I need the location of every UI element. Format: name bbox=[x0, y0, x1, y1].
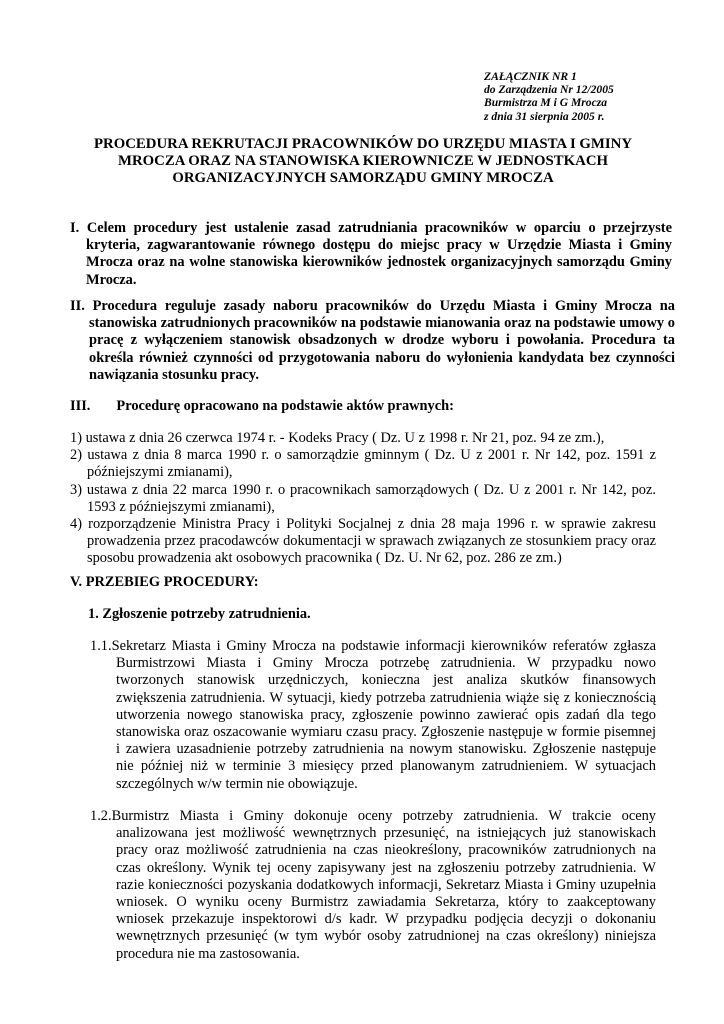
list-number: 1) bbox=[70, 430, 82, 446]
paragraph-text: Burmistrz Miasta i Gminy dokonuje oceny potrzeby zatrudnienia. W trakcie oceny analizowana jest możliwość wewnętrznych przesunięć, na istniejących już stanowiskach pracy oraz możliwość zatrudnienia na czas nieokreślony, pracowników zatrudnionych na czas określony. Wynik tej oceny zapisywany jest na zgłoszeniu potrzeby zatrudnienia. W razie konieczności pozyskania dodatkowych informacji, Sekretarz Miasta i Gminy uzupełnia wniosek. O wyniku oceny Burmistrz zawiadamia Sekretarza, który to zaakceptowany wniosek przekazuje inspektorowi d/s kadr. W przypadku podjęcia decyzji o dokonaniu wewnętrznych przesunięć (w tym wybór osoby zatrudnionej na czas określony) niniejsza procedura nie ma zastosowania. bbox=[111, 808, 656, 962]
attachment-line: ZAŁĄCZNIK NR 1 bbox=[484, 70, 577, 83]
paragraph-text: Sekretarz Miasta i Gminy Mrocza na podstawie informacji kierowników referatów zgłasza Burmistrzowi Miasta i Gminy Mrocza potrzebę zatrudnienia. W przypadku nowo tworzonych stanowisk urzędniczych, konieczna jest analiza skutków finansowych zwiększenia zatrudnienia. W sytuacji, kiedy potrzeba zatrudnienia wiąże się z koniecznością utworzenia nowego stanowiska pracy, zgłoszenie powinno zawierać opis zadań dla tego stanowiska oraz oszacowanie wymiaru czasu pracy. Zgłoszenie następuje w formie pisemnej i zawiera uzasadnienie potrzeby zatrudnienia na nowym stanowisku. Zgłoszenie następuje nie później niż w terminie 3 miesięcy przed planowanym zatrudnieniem. W sytuacjach szczególnych w/w termin nie obowiązuje. bbox=[111, 638, 656, 792]
title-line: ORGANIZACYJNYCH SAMORZĄDU GMINY MROCZA bbox=[172, 170, 554, 187]
list-item bbox=[70, 482, 656, 516]
title-line: MROCZA ORAZ NA STANOWISKA KIEROWNICZE W JEDNOSTKACH bbox=[117, 153, 609, 170]
paragraph-number: 1.2. bbox=[90, 808, 112, 824]
attachment-line: Burmistrza M i G Mrocza bbox=[484, 96, 608, 110]
attachment-line: z dnia 31 sierpnia 2005 r. bbox=[484, 109, 605, 123]
subsection-heading: 1. Zgłoszenie potrzeby zatrudnienia. bbox=[88, 606, 311, 622]
section-iii bbox=[70, 398, 656, 415]
section-v-heading: V. PRZEBIEG PROCEDURY: bbox=[70, 574, 259, 590]
attachment-note bbox=[484, 70, 614, 123]
section-text: Celem procedury jest ustalenie zasad zatrudniania pracowników w oparciu o przejrzyste kryteria, zagwarantowanie równego dostępu do miejsc pracy w Urzędzie Miasta i Gminy Mrocza oraz na wolne stanowiska kierowników jednostek organizacyjnych samorządu Gminy Mrocza. bbox=[86, 220, 672, 288]
attachment-line: do Zarządzenia Nr 12/2005 bbox=[484, 83, 614, 97]
paragraph-number: 1.1. bbox=[90, 638, 112, 654]
list-number: 4) bbox=[70, 516, 82, 533]
list-item bbox=[70, 516, 656, 568]
list-item bbox=[70, 447, 656, 481]
title-line: PROCEDURA REKRUTACJI PRACOWNIKÓW DO URZĘDU MIASTA I GMINY bbox=[93, 136, 633, 152]
list-text: ustawa z dnia 8 marca 1990 r. o samorządzie gminnym ( Dz. U z 2001 r. Nr 142, poz. 1591 z późniejszymi zmianami), bbox=[87, 447, 656, 481]
section-marker: I. bbox=[70, 220, 80, 236]
list-text: ustawa z dnia 26 czerwca 1974 r. - Kodeks Pracy ( Dz. U z 1998 r. Nr 21, poz. 94 ze zm.), bbox=[85, 430, 605, 446]
list-text: ustawa z dnia 22 marca 1990 r. o pracownikach samorządowych ( Dz. U z 2001 r. Nr 142, poz. 1593 z późniejszymi zmianami), bbox=[86, 481, 656, 515]
list-item bbox=[70, 430, 656, 447]
paragraph-1-1 bbox=[90, 638, 656, 793]
section-i bbox=[70, 220, 672, 289]
paragraph-1-2 bbox=[90, 808, 656, 963]
list-number: 3) bbox=[70, 481, 82, 498]
section-text: Procedurę opracowano na podstawie aktów prawnych: bbox=[116, 398, 454, 414]
list-text: rozporządzenie Ministra Pracy i Polityki Socjalnej z dnia 28 maja 1996 r. w sprawie zakresu prowadzenia przez pracodawców dokumentacji w sprawach związanych ze stosunkiem pracy oraz sposobu prowadzenia akt osobowych pracownika ( Dz. U. Nr 62, poz. 286 ze zm.) bbox=[87, 516, 656, 567]
list-number: 2) bbox=[70, 447, 82, 464]
section-marker: II. bbox=[70, 298, 85, 314]
section-ii bbox=[70, 298, 675, 384]
section-text: Procedura reguluje zasady naboru pracowników do Urzędu Miasta i Gminy Mrocza na stanowiska zatrudnionych pracowników na podstawie mianowania oraz na podstawie umowy o pracę z wyłączeniem stanowisk obsadzonych w drodze wyboru i powołania. Procedura ta określa również czynności od przygotowania naboru do wyłonienia kandydata bez czynności nawiązania stosunku pracy. bbox=[89, 298, 675, 383]
section-marker: III. bbox=[70, 398, 91, 414]
legal-acts-list bbox=[70, 430, 656, 568]
document-title bbox=[70, 136, 656, 188]
